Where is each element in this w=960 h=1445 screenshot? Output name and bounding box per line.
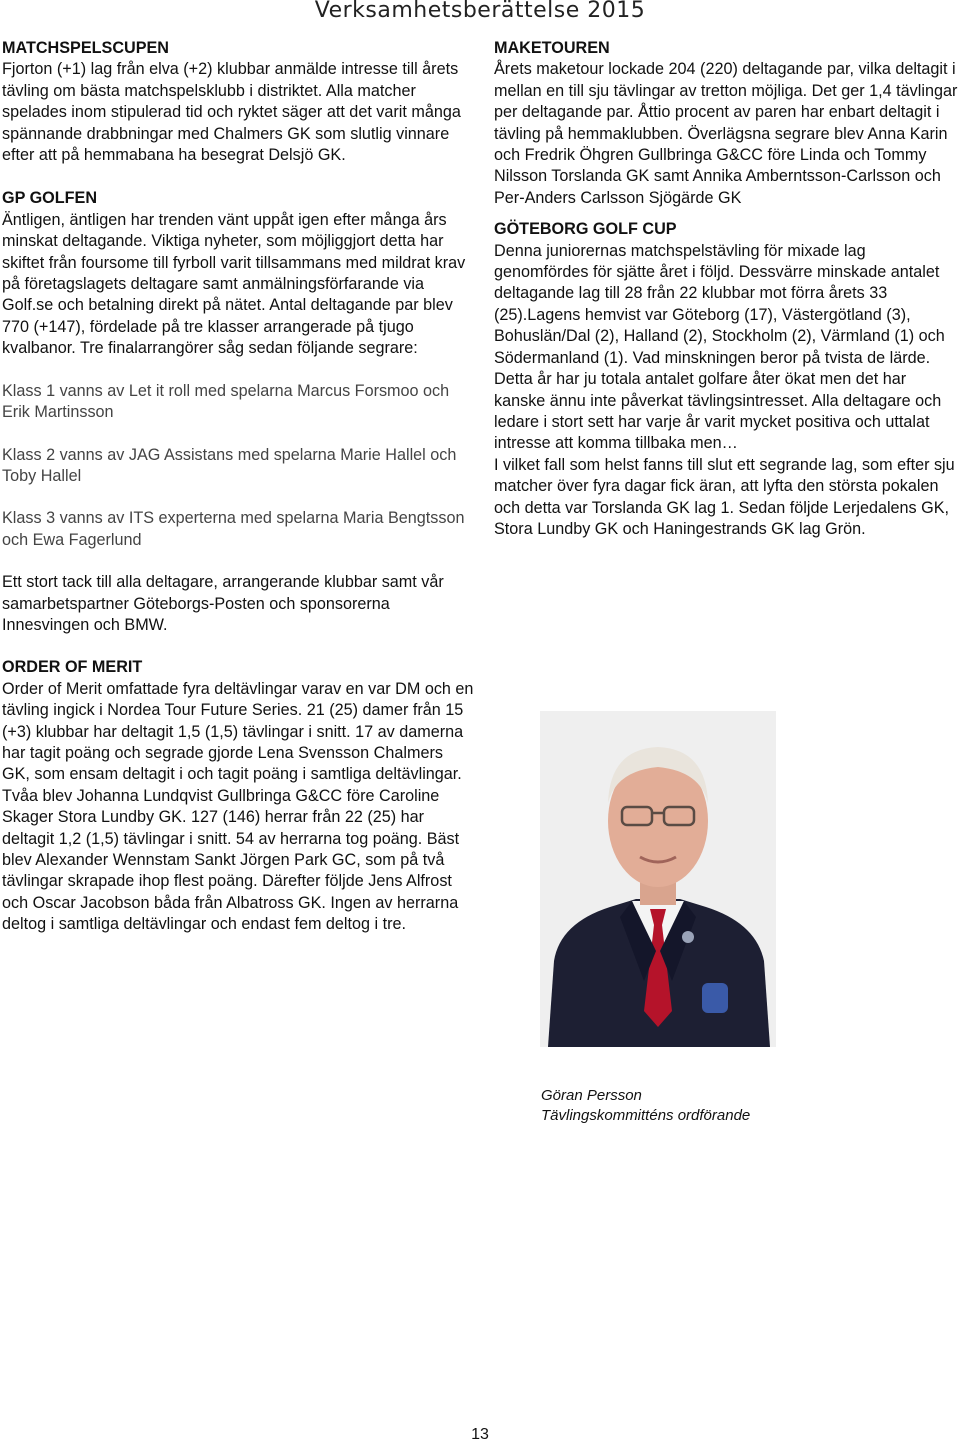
gpgolfen-thanks: Ett stort tack till alla deltagare, arrangerande klubbar samt vår samarbetspartner Göteborgs-Posten och sponsorerna Innesvingen och BMW. (2, 573, 444, 634)
left-column (2, 38, 474, 936)
portrait-photo (540, 711, 776, 1047)
page-header: Verksamhetsberättelse 2015 (314, 0, 646, 23)
cup-heading: GÖTEBORG GOLF CUP (494, 220, 677, 239)
photo-caption (541, 1086, 750, 1126)
cup-text-2: I vilket fall som helst fanns till slut ett segrande lag, som efter sju matcher över fyra dagar fick äran, att lyfta den största pokalen och detta var Torslanda GK lag 1. Sedan följde Lerjedalens GK, Stora Lundby GK och Haningestrands GK lag Grön. (494, 455, 955, 538)
gpgolfen-klass3: Klass 3 vanns av ITS experterna med spelarna Maria Bengtsson och Ewa Fagerlund (2, 509, 465, 549)
caption-role: Tävlingskommitténs ordförande (541, 1107, 751, 1124)
merit-text: Order of Merit omfattade fyra deltävlingar varav en var DM och en tävling ingick i Nordea Tour Future Series. 21 (25) damer från 15 (+3) klubbar har deltagit 1,5 (1,5) tävlingar i snitt. 17 av damerna har tagit poäng och segrade gjorde Lena Svensson Chalmers GK, som ensam deltagit i och tagit poäng i samtliga deltävlingar. Tvåa blev Johanna Lundqvist Gullbringa G&CC före Caroline Skager Stora Lundby GK. 127 (146) herrar från 22 (25) har deltagit 1,2 (1,5) tävlingar i snitt. 54 av herrarna tog poäng. Bäst blev Alexander Wennstam Sankt Jörgen Park GC, som på två tävlingar skrapade ihop flest poäng. Därefter följde Jens Alfrost och Oscar Jacobson båda från Albatross GK. Ingen av herrarna deltog i samtliga deltävlingar och endast fem deltog i tre. (2, 679, 474, 934)
maketour-text: Årets maketour lockade 204 (220) deltagande par, vilka deltagit i mellan en till sju tävlingar av tretton möjliga. Det ger 1,4 tävlingar per deltagande par. Åttio procent av paren har enbart deltagit i tävling på hemmaklubben. Överlägsna segrare blev Anna Karin och Fredrik Öhgren Gullbringa G&CC före Linda och Tommy Nilsson Torslanda GK samt Annika Amberntsson-Carlsson och Per-Anders Carlsson Sjögärde GK (494, 60, 958, 207)
cup-text: Denna juniorernas matchspelstävling för mixade lag genomfördes för sjätte året i följd. Dessvärre minskade antalet deltagande lag till 28 från 22 klubbar mot förra årets 33 (25).Lagens hemvist var Göteborg (17), Västergötland (3), Bohuslän/Dal (2), Halland (2), Stockholm (2), Värmland (1) och Södermanland (1). Vad minskningen beror på tvista de lärde. Detta år har ju totala antalet golfare åter ökat men det har kanske ännu inte påverkat tävlingsintresset. Alla deltagare och ledare i stort sett har varje år varit mycket positiva och uttalat intresse att komma tillbaka men… (494, 241, 945, 453)
gpgolfen-klass2: Klass 2 vanns av JAG Assistans med spelarna Marie Hallel och Toby Hallel (2, 445, 457, 485)
gpgolfen-klass1: Klass 1 vanns av Let it roll med spelarna Marcus Forsmoo och Erik Martinsson (2, 381, 450, 422)
maketour-heading: MAKETOUREN (494, 39, 610, 57)
merit-heading: ORDER OF MERIT (2, 658, 143, 677)
right-column (494, 38, 958, 540)
matchspel-heading: MATCHSPELSCUPEN (2, 39, 169, 57)
matchspel-text: Fjorton (+1) lag från elva (+2) klubbar anmälde intresse till årets tävling om bästa matchspelsklubb i distriktet. Alla matcher spelades inom stipulerad tid och ryktet säger att det varit många spännande drabbningar med Chalmers GK som slutlig vinnare efter att på hemmabana ha besegrat Delsjö GK. (2, 60, 461, 165)
gpgolfen-text: Äntligen, äntligen har trenden vänt uppåt igen efter många års minskat deltagande. Viktiga nyheter, som möjliggjort detta har skiftet från foursome till fyrboll varit tillsammans med mildrat krav på företagslagets deltagare samt anmälningsförfarande via Golf.se och betalning direkt på nätet. Antal deltagande par blev 770 (+147), fördelade på tre klasser arrangerade på tjugo kvalbanor. Tre finalarrangörer såg sedan följande segrare: (2, 210, 466, 358)
caption-name: Göran Persson (541, 1087, 642, 1104)
gpgolfen-heading: GP GOLFEN (2, 189, 98, 208)
page-number: 13 (471, 1426, 489, 1443)
